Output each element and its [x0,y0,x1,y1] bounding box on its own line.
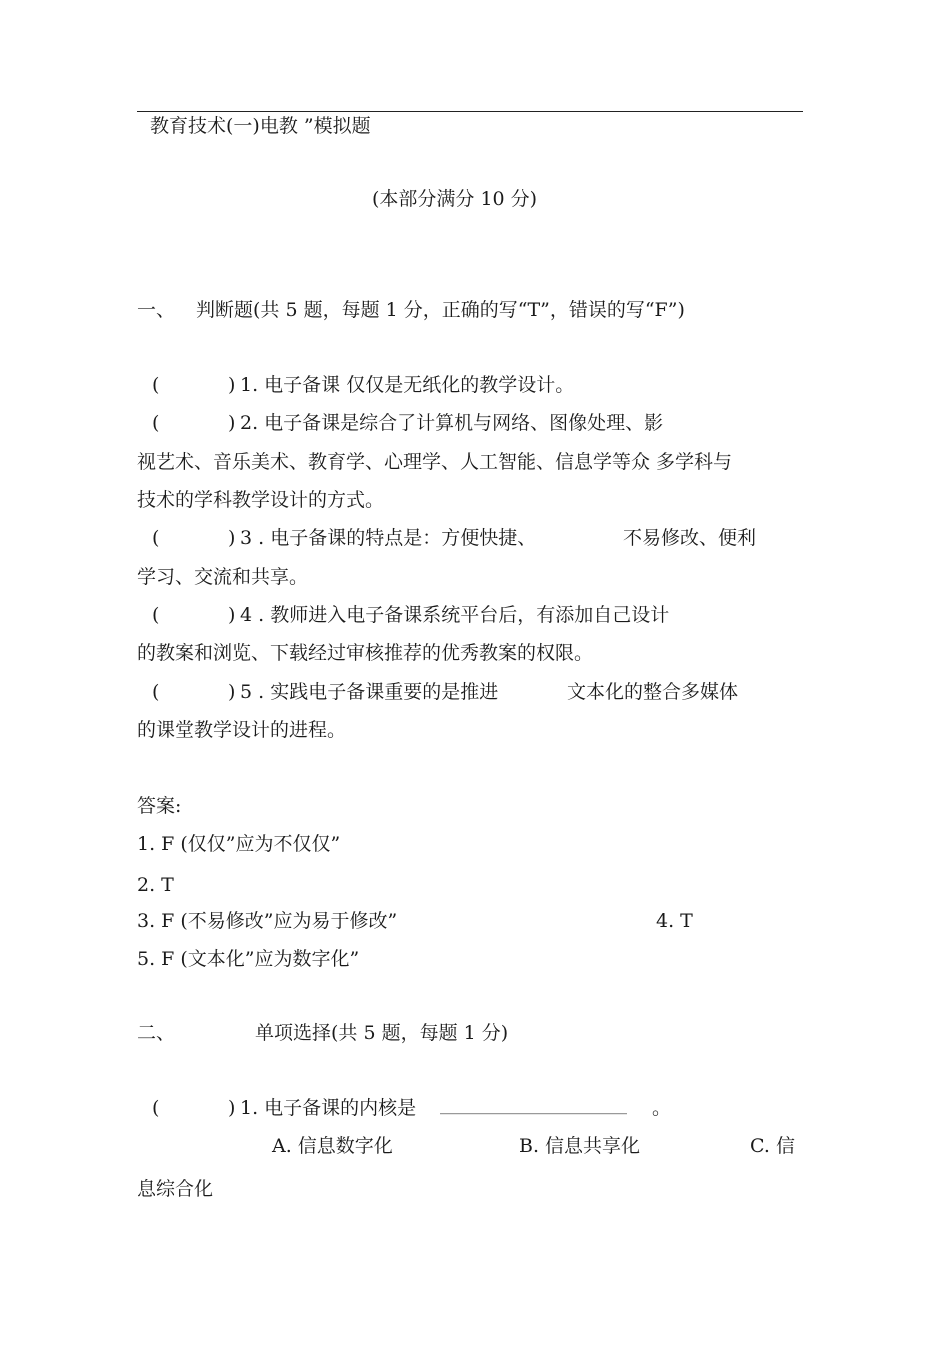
q1-stem: 1. 电子备课的内核是 [240,1097,417,1119]
item4-open-paren: ( [152,604,160,626]
q1-answer-blank: ______________________ [440,1095,627,1115]
item3-close-paren: ) [228,527,236,549]
item2-close-paren: ) [228,412,236,434]
item4-text-line1: 4 . 教师进入电子备课系统平台后，有添加自己设计 [240,604,670,626]
answer-4: 4. T [656,910,693,932]
answer-3: 3. F (不易修改”应为易于修改” [137,910,398,932]
q1-end-mark: 。 [652,1097,672,1119]
item2-text-line2: 视艺术、音乐美术、教育学、心理学、人工智能、信息学等众 多学科与 [137,451,733,473]
item3-text-line2: 学习、交流和共享。 [137,566,309,588]
item5-close-paren: ) [228,681,236,703]
q1-option-a: A. 信息数字化 [272,1135,393,1157]
item2-text-line3: 技术的学科教学设计的方式。 [137,489,385,511]
answer-5: 5. F (文本化”应为数字化” [137,948,360,970]
q1-option-b: B. 信息共享化 [519,1135,641,1157]
item5-text-part1: 5 . 实践电子备课重要的是推进 [240,681,499,703]
answer-1: 1. F (仅仅”应为不仅仅” [137,833,341,855]
item5-text-line2: 的课堂教学设计的进程。 [137,719,347,741]
section1-heading: 判断题(共 5 题，每题 1 分，正确的写“T”，错误的写“F”) [196,299,685,321]
item4-text-line2: 的教案和浏览、下载经过审核推荐的优秀教案的权限。 [137,642,594,664]
header-rule [137,111,803,112]
item5-open-paren: ( [152,681,160,703]
item2-text-line1: 2. 电子备课是综合了计算机与网络、图像处理、影 [240,412,664,434]
q1-option-c: C. 信 [750,1135,795,1157]
section2-number: 二、 [137,1022,176,1044]
section1-number: 一、 [137,299,176,321]
q1-option-c-continued: 息综合化 [137,1178,214,1200]
item1-close-paren: ) [228,374,236,396]
item3-text-part2: 不易修改、便利 [623,527,757,549]
document-title: 教育技术(一)电教 ”模拟题 [150,115,371,137]
item3-text-part1: 3 . 电子备课的特点是：方便快捷、 [240,527,537,549]
q1-open-paren: ( [152,1097,160,1119]
q1-close-paren: ) [228,1097,236,1119]
item4-close-paren: ) [228,604,236,626]
item2-open-paren: ( [152,412,160,434]
answer-label: 答案: [137,795,182,817]
item3-open-paren: ( [152,527,160,549]
item1-text: 1. 电子备课 仅仅是无纸化的教学设计。 [240,374,575,396]
score-note: (本部分满分 10 分) [372,188,538,210]
item5-text-part2: 文本化的整合多媒体 [567,681,739,703]
section2-heading: 单项选择(共 5 题，每题 1 分) [255,1022,509,1044]
item1-open-paren: ( [152,374,160,396]
answer-2: 2. T [137,874,174,896]
